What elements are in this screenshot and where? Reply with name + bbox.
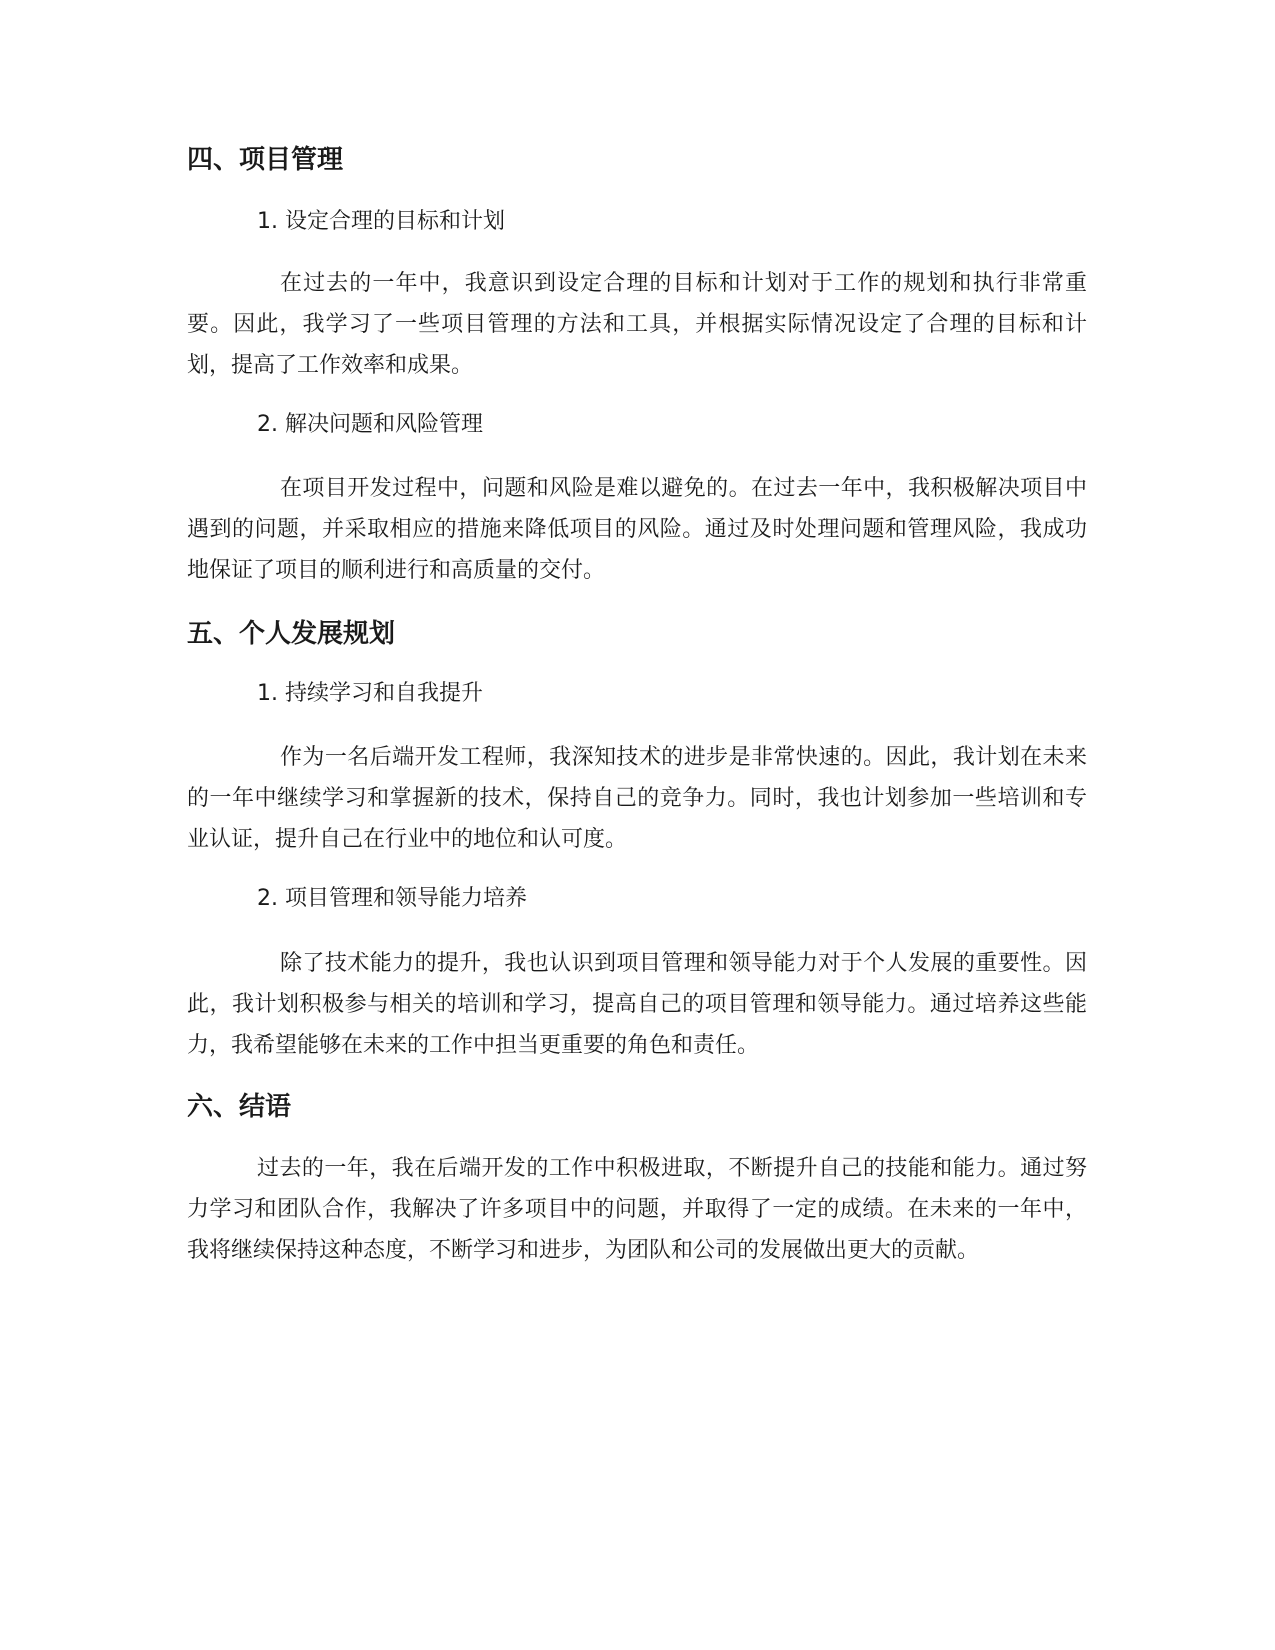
paragraph: 在过去的一年中，我意识到设定合理的目标和计划对于工作的规划和执行非常重要。因此，我学习了一些项目管理的方法和工具，并根据实际情况设定了合理的目标和计划，提高了工作效率和成果。 (187, 271, 1087, 378)
paragraph: 作为一名后端开发工程师，我深知技术的进步是非常快速的。因此，我计划在未来的一年中继续学习和掌握新的技术，保持自己的竞争力。同时，我也计划参加一些培训和专业认证，提升自己在行业中的地位和认可度。 (187, 745, 1087, 852)
subsection-title: 2. 解决问题和风险管理 (257, 412, 483, 437)
subsection-title: 2. 项目管理和领导能力培养 (257, 886, 527, 911)
section-heading: 五、个人发展规划 (187, 619, 396, 649)
paragraph: 除了技术能力的提升，我也认识到项目管理和领导能力对于个人发展的重要性。因此，我计划积极参与相关的培训和学习，提高自己的项目管理和领导能力。通过培养这些能力，我希望能够在未来的工作中担当更重要的角色和责任。 (187, 951, 1087, 1058)
subsection-title: 1. 设定合理的目标和计划 (257, 209, 505, 234)
paragraph: 过去的一年，我在后端开发的工作中积极进取，不断提升自己的技能和能力。通过努力学习和团队合作，我解决了许多项目中的问题，并取得了一定的成绩。在未来的一年中，我将继续保持这种态度，不断学习和进步，为团队和公司的发展做出更大的贡献。 (187, 1156, 1087, 1263)
paragraph: 在项目开发过程中，问题和风险是难以避免的。在过去一年中，我积极解决项目中遇到的问题，并采取相应的措施来降低项目的风险。通过及时处理问题和管理风险，我成功地保证了项目的顺利进行和高质量的交付。 (187, 476, 1087, 583)
section-heading: 六、结语 (187, 1092, 292, 1122)
section-heading: 四、项目管理 (187, 145, 344, 175)
subsection-title: 1. 持续学习和自我提升 (257, 681, 483, 706)
